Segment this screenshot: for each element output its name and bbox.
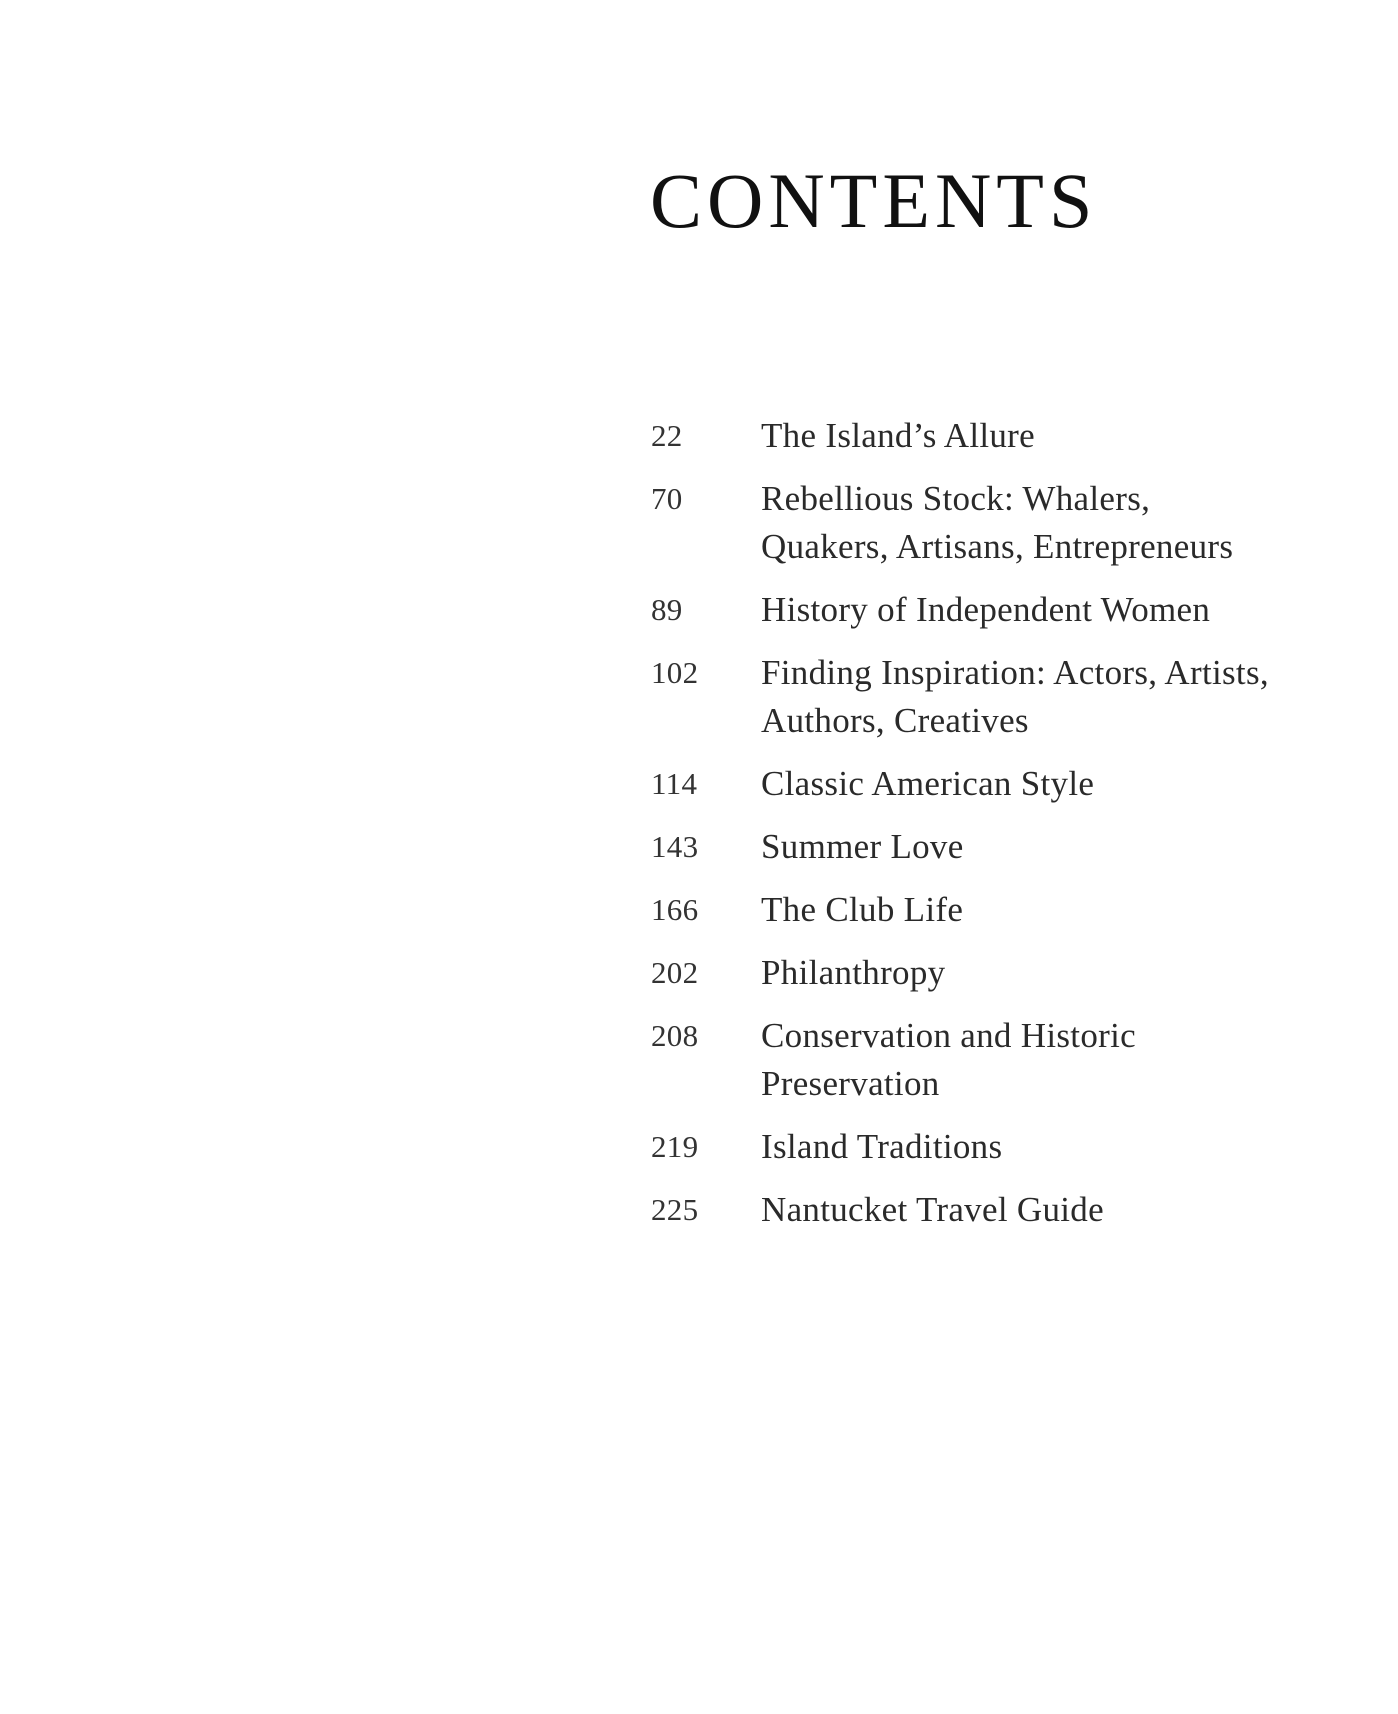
toc-chapter-title: Rebellious Stock: Whalers, Quakers, Artisans, Entrepreneurs: [761, 479, 1234, 566]
toc-entry[interactable]: [651, 823, 1371, 871]
toc-page-number: 102: [651, 655, 699, 690]
toc-entry[interactable]: [651, 886, 1371, 934]
toc-entry[interactable]: [651, 1123, 1371, 1171]
toc-page-number: 219: [651, 1129, 699, 1164]
toc-page-number: 166: [651, 892, 699, 927]
toc-chapter-title: Finding Inspiration: Actors, Artists, Authors, Creatives: [761, 653, 1269, 740]
toc-entry[interactable]: [651, 760, 1371, 808]
toc-chapter-title: History of Independent Women: [761, 590, 1211, 629]
toc-page-number: 225: [651, 1192, 699, 1227]
toc-entry[interactable]: [651, 586, 1371, 634]
toc-entry[interactable]: [651, 949, 1371, 997]
toc-entry[interactable]: [651, 649, 1371, 745]
table-of-contents: [651, 412, 1371, 1249]
toc-entry[interactable]: [651, 412, 1371, 460]
toc-page-number: 89: [651, 592, 683, 627]
toc-chapter-title: Summer Love: [761, 827, 964, 866]
toc-chapter-title: The Club Life: [761, 890, 964, 929]
toc-page-number: 70: [651, 481, 683, 516]
toc-entry[interactable]: [651, 475, 1371, 571]
toc-page-number: 22: [651, 418, 683, 453]
toc-chapter-title: Island Traditions: [761, 1127, 1003, 1166]
page-title: CONTENTS: [650, 157, 1098, 244]
toc-page-number: 114: [651, 766, 698, 801]
toc-chapter-title: Classic American Style: [761, 764, 1095, 803]
toc-entry[interactable]: [651, 1186, 1371, 1234]
toc-page-number: 143: [651, 829, 699, 864]
toc-chapter-title: Philanthropy: [761, 953, 946, 992]
toc-page-number: 202: [651, 955, 699, 990]
toc-chapter-title: Nantucket Travel Guide: [761, 1190, 1104, 1229]
toc-chapter-title: The Island’s Allure: [761, 416, 1035, 455]
toc-chapter-title: Conservation and Historic Preservation: [761, 1016, 1136, 1103]
toc-page-number: 208: [651, 1018, 699, 1053]
toc-entry[interactable]: [651, 1012, 1371, 1108]
